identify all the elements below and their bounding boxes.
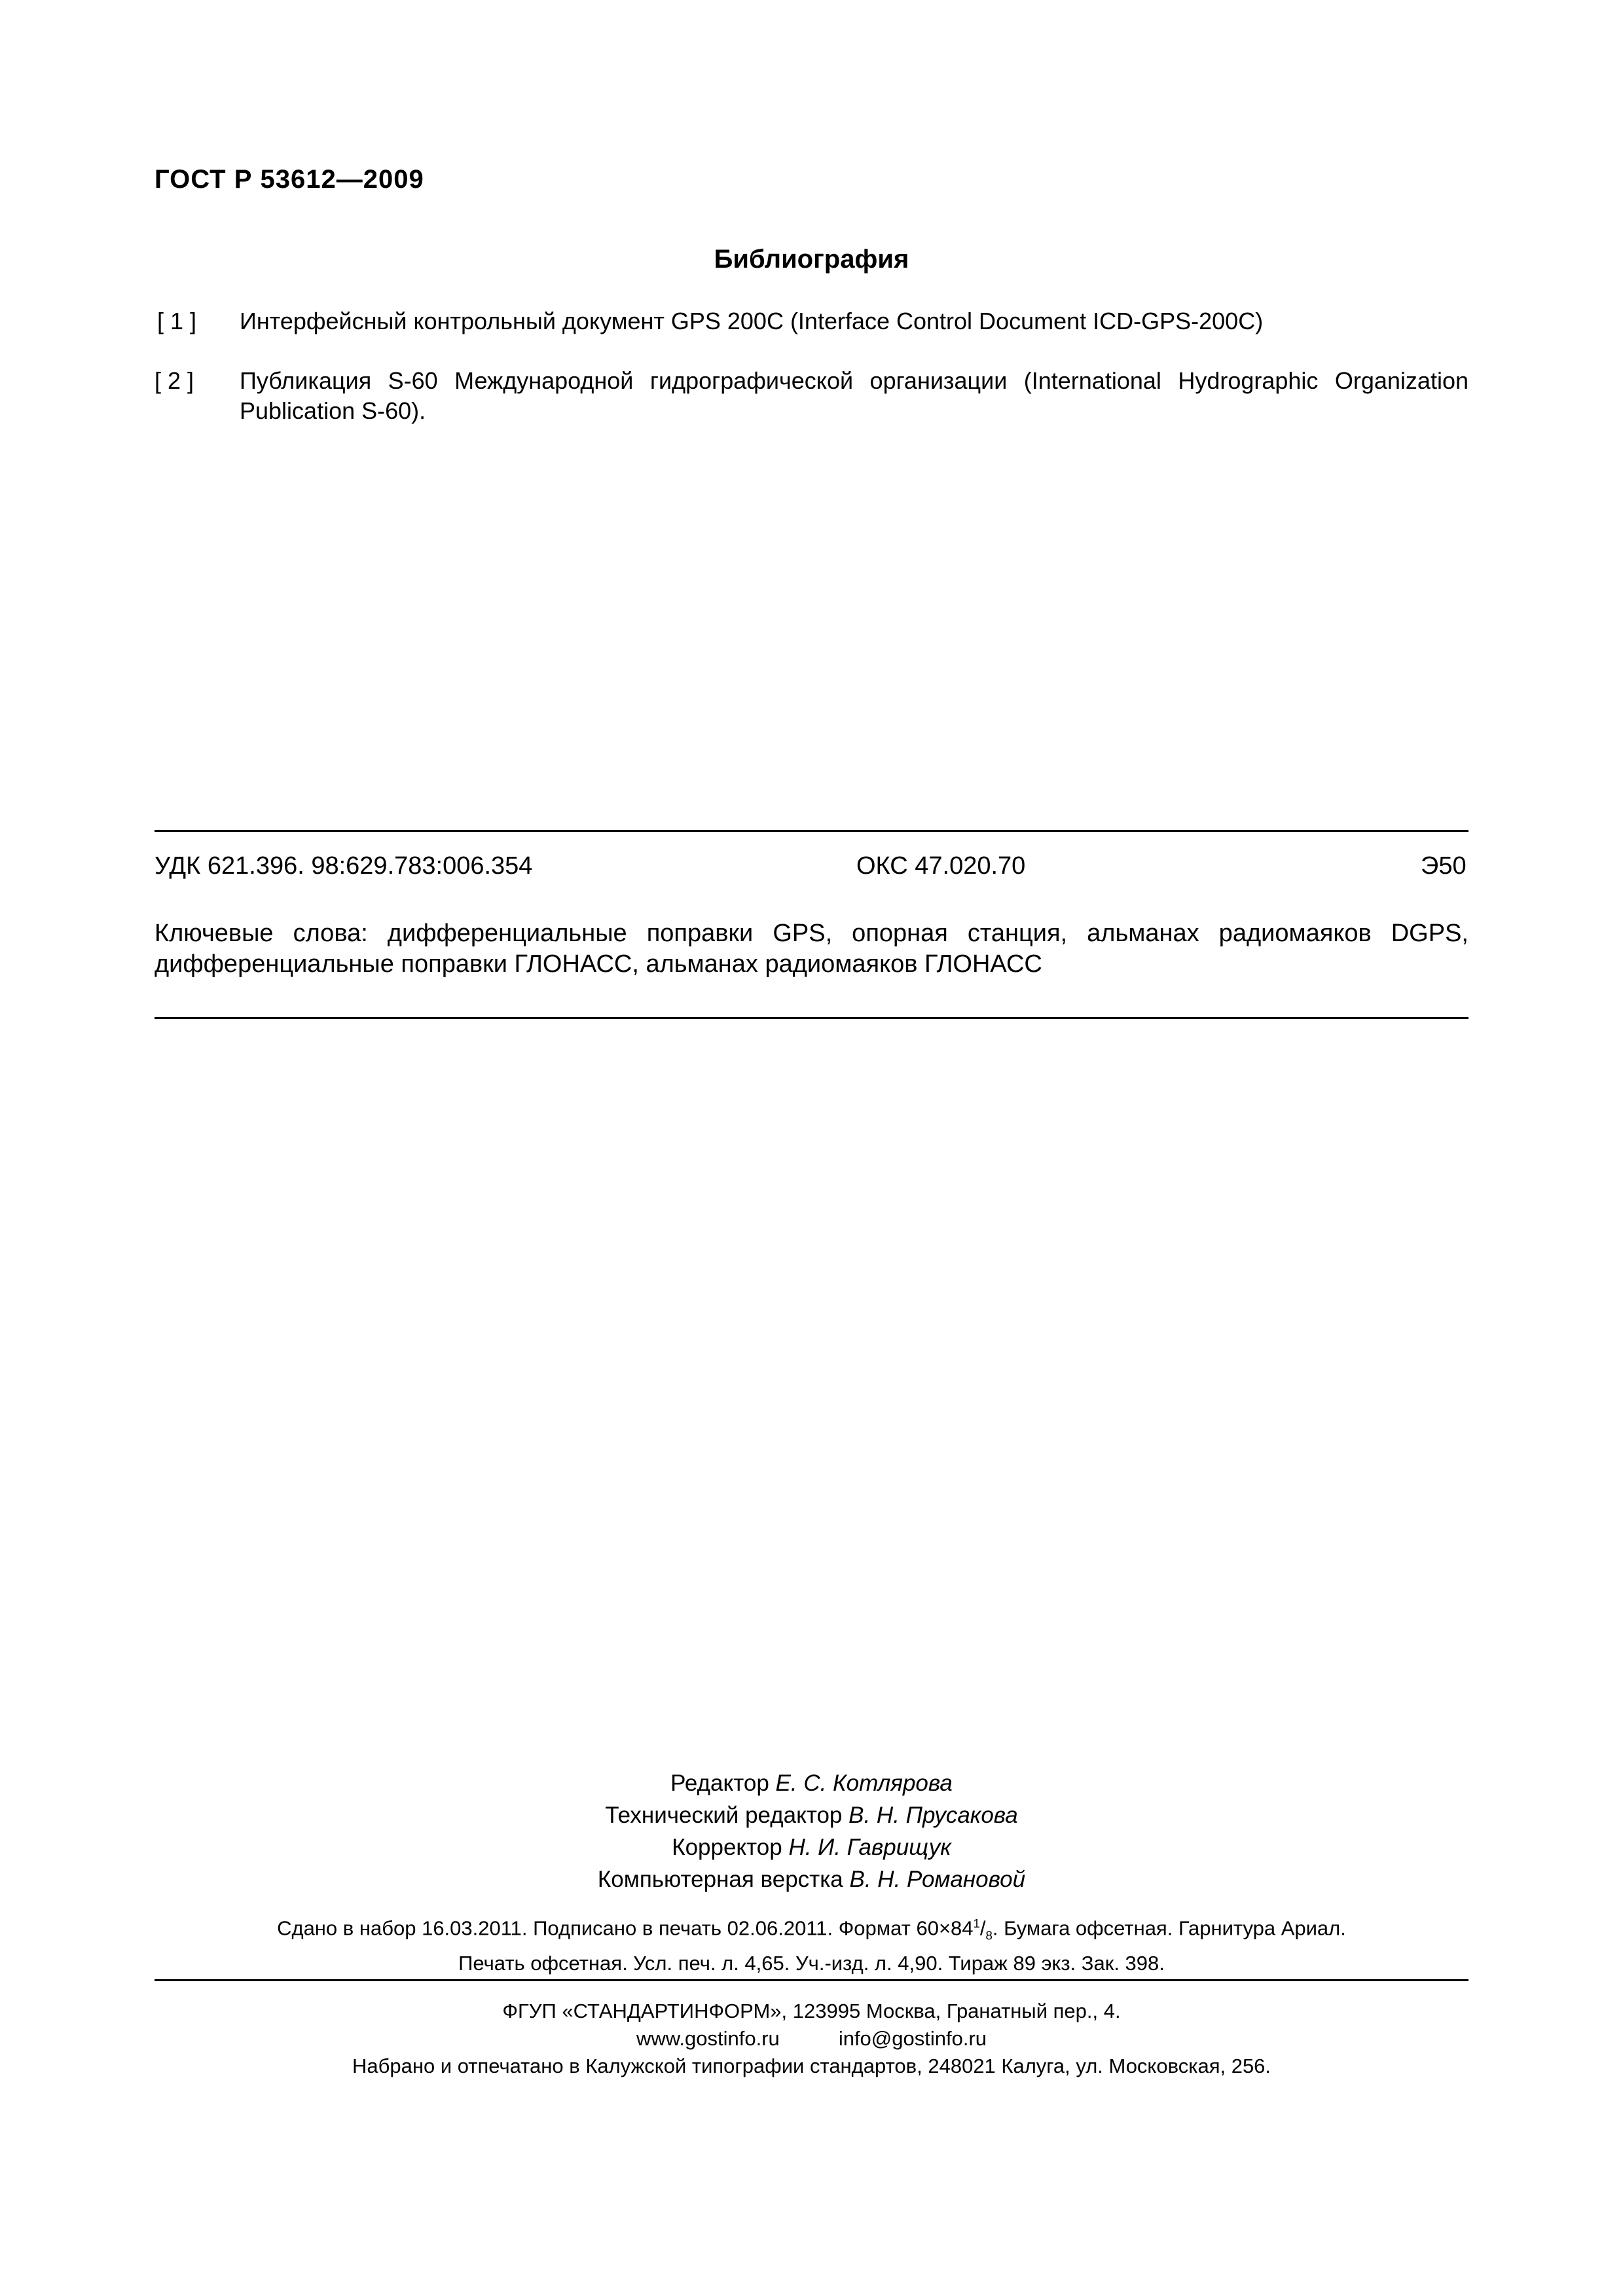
format-fraction-numerator: 1 bbox=[973, 1916, 980, 1930]
bibliography-item-2-text: Публикация S-60 Международной гидрографической организации (International Hydrographic Organization Publication S-60). bbox=[240, 367, 1468, 424]
credit-tech-editor-role: Технический редактор bbox=[605, 1803, 843, 1828]
publisher-email[interactable]: info@gostinfo.ru bbox=[838, 2027, 987, 2050]
credits-block bbox=[0, 1767, 1623, 1895]
imprint-line-1-text: Сдано в набор 16.03.2011. Подписано в печать 02.06.2011. Формат 60×84 bbox=[277, 1916, 974, 1940]
credit-editor-name: Е. С. Котлярова bbox=[775, 1770, 953, 1796]
imprint-block bbox=[155, 1910, 1468, 1977]
bibliography-item-1-number: [ 1 ] bbox=[157, 308, 197, 334]
oks-code: ОКС 47.020.70 bbox=[856, 852, 1026, 880]
credit-tech-editor-name: В. Н. Прусакова bbox=[848, 1803, 1018, 1828]
credit-corrector-role: Корректор bbox=[672, 1835, 782, 1860]
credit-editor-role: Редактор bbox=[670, 1770, 769, 1796]
publisher-printing: Набрано и отпечатано в Калужской типографии стандартов, 248021 Калуга, ул. Московская, 256. bbox=[352, 2054, 1271, 2077]
imprint-line-1-tail: . Бумага офсетная. Гарнитура Ариал. bbox=[992, 1916, 1346, 1940]
keywords: Ключевые слова: дифференциальные поправки GPS, опорная станция, альманах радиомаяков DGPS, дифференциальные поправки ГЛОНАСС, альманах радиомаяков ГЛОНАСС bbox=[155, 920, 1468, 978]
publisher-website[interactable]: www.gostinfo.ru bbox=[636, 2027, 780, 2050]
bibliography-item-1-text: Интерфейсный контрольный документ GPS 200C (Interface Control Document ICD-GPS-200C) bbox=[240, 308, 1264, 334]
divider-bottom bbox=[155, 1979, 1468, 1981]
bibliography-item-2-number: [ 2 ] bbox=[155, 367, 194, 394]
credit-corrector-name: Н. И. Гаврищук bbox=[788, 1835, 951, 1860]
divider-top bbox=[155, 830, 1468, 832]
format-fraction-denominator: 8 bbox=[985, 1928, 993, 1943]
imprint-line-1 bbox=[155, 1910, 1468, 1950]
credit-layout-role: Компьютерная верстка bbox=[597, 1867, 843, 1892]
classification-code: Э50 bbox=[1421, 852, 1467, 880]
publisher-name-address: ФГУП «СТАНДАРТИНФОРМ», 123995 Москва, Гранатный пер., 4. bbox=[502, 2000, 1121, 2022]
credit-editor bbox=[0, 1767, 1623, 1799]
credit-corrector bbox=[0, 1831, 1623, 1863]
imprint-line-2: Печать офсетная. Усл. печ. л. 4,65. Уч.-изд. л. 4,90. Тираж 89 экз. Зак. 398. bbox=[458, 1951, 1165, 1975]
publisher-contacts bbox=[155, 2025, 1468, 2053]
credit-tech-editor bbox=[0, 1799, 1623, 1831]
credit-layout bbox=[0, 1863, 1623, 1895]
udk-code: УДК 621.396. 98:629.783:006.354 bbox=[155, 852, 533, 880]
publisher-block bbox=[155, 1998, 1468, 2080]
bibliography-title: Библиография bbox=[714, 245, 909, 274]
document-header-title: ГОСТ Р 53612—2009 bbox=[155, 165, 424, 194]
divider-middle bbox=[155, 1017, 1468, 1019]
credit-layout-name: В. Н. Романовой bbox=[849, 1867, 1026, 1892]
format-fraction-slash: / bbox=[979, 1916, 986, 1940]
